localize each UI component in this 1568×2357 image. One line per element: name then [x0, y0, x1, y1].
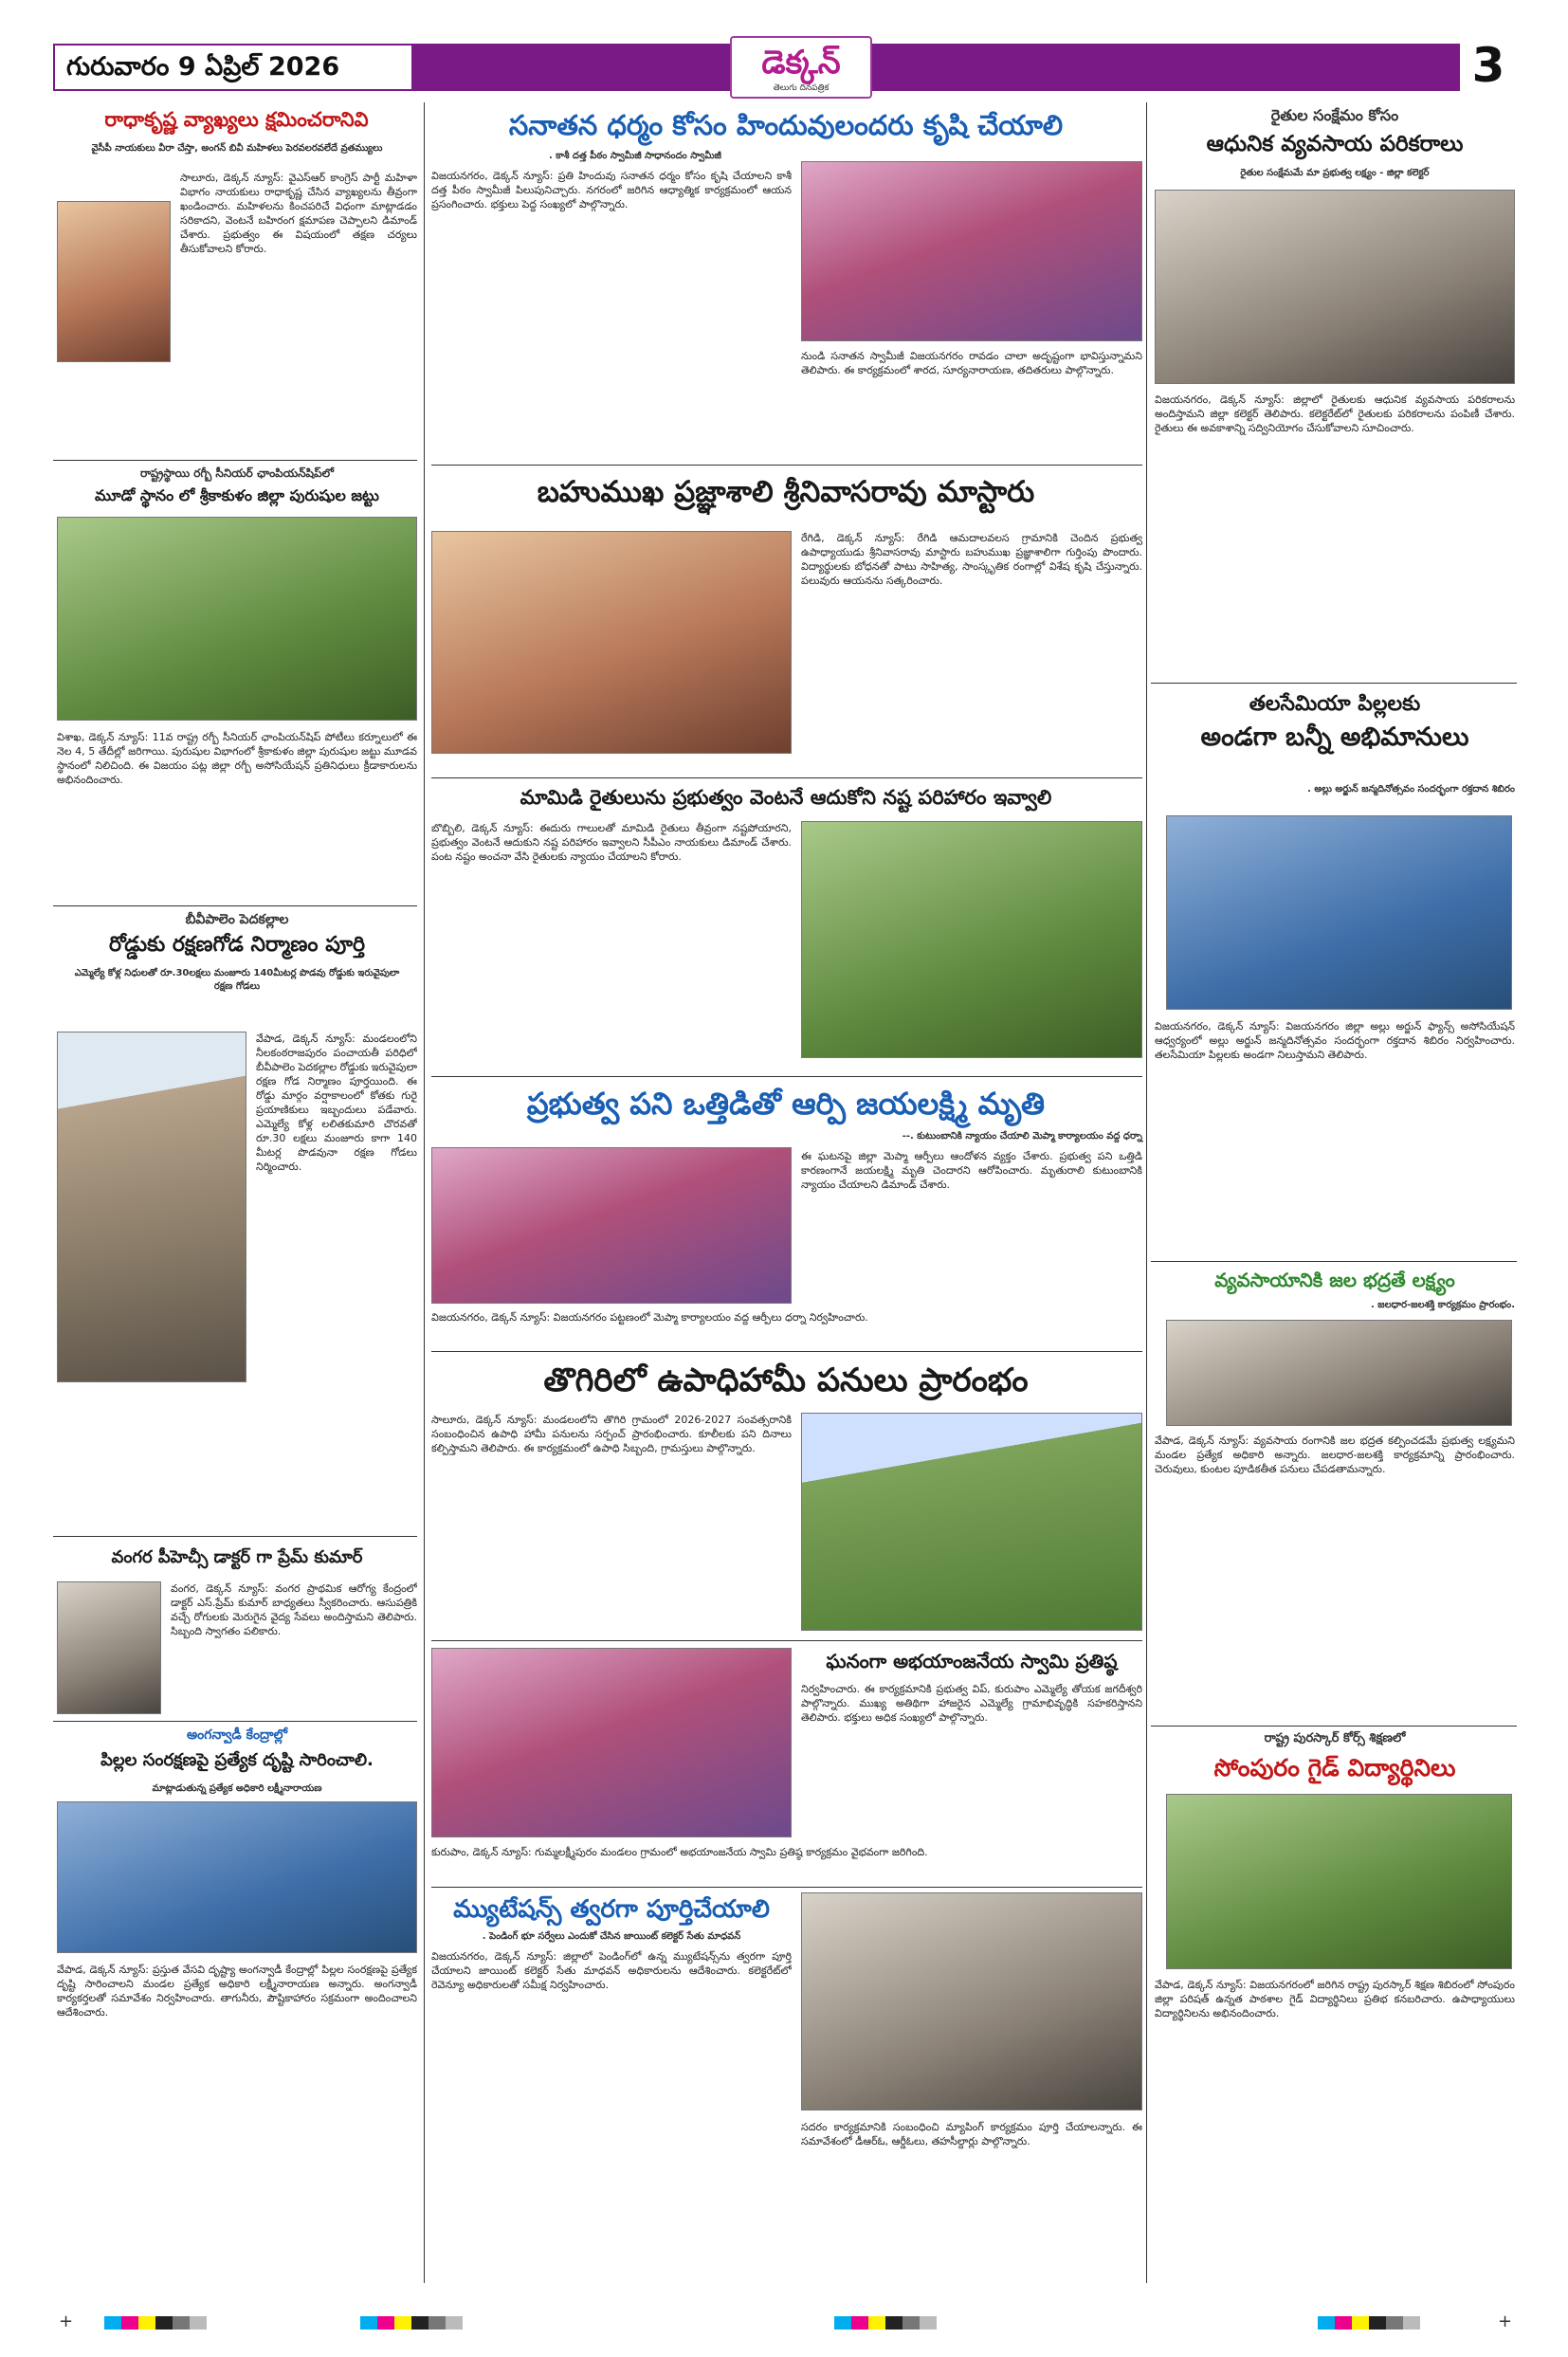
- page-number: 3: [1471, 38, 1505, 93]
- body: విజయనగరం, డెక్కన్ న్యూస్: విజయనగరం జిల్లా అల్లు అర్జున్ ఫ్యాన్స్ అసోసియేషన్ ఆధ్వర్యంలో అల్లు అర్జున్ జన్మదినోత్సవం సందర్భంగా రక్తదాన శిబిరం నిర్వహించారు. తలసేమియా పిల్లలకు అండగా నిలుస్తామని తెలిపారు.: [1155, 1020, 1515, 1061]
- photo-temple-event: [431, 1648, 792, 1837]
- body: ఈ ఘటనపై జిల్లా మెప్మా ఆర్పీలు ఆందోళన వ్యక్తం చేశారు. ప్రభుత్వ పని ఒత్తిడి కారణంగానే జయలక్ష్మి మృతి చెందారని ఆరోపించారు. మృతురాలి కుటుంబానికి న్యాయం చేయాలని డిమాండ్ చేశారు.: [801, 1150, 1142, 1191]
- photo-review-meeting: [801, 1892, 1142, 2110]
- headline: ఆధునిక వ్యవసాయ పరికరాలు: [1206, 132, 1464, 156]
- headline: ఘనంగా అభయాంజనేయ స్వామి ప్రతిష్ఠ: [826, 1650, 1118, 1672]
- photo-equipment-distribution: [1155, 190, 1515, 384]
- subkicker: . అల్లు అర్జున్ జన్మదినోత్సవం సందర్భంగా రక్తదాన శిబిరం: [1307, 784, 1515, 795]
- color-bar-1: [104, 2315, 207, 2329]
- headline: బహుముఖ ప్రజ్ఞాశాలి శ్రీనివాసరావు మాస్టారు: [537, 475, 1035, 509]
- divider: [431, 777, 1142, 778]
- photo-felicitation: [431, 531, 792, 754]
- color-bar-4: [1318, 2315, 1420, 2329]
- photo-water-program: [1166, 1320, 1512, 1426]
- kicker: రాష్ట్రస్థాయి రగ్బీ సీనియర్ ఛాంపియన్‌షిప్‌లో: [139, 466, 334, 480]
- body: సాలూరు, డెక్కన్ న్యూస్: మండలంలోని తొగిరి గ్రామంలో 2026-2027 సంవత్సరానికి సంబంధించిన ఉపాధి హామీ పనులను సర్పంచ్ ప్రారంభించారు. కూలీలకు పని దినాలు కల్పిస్తామని తెలిపారు. ఈ కార్యక్రమంలో ఉపాధి సిబ్బంది, గ్రామస్తులు పాల్గొన్నారు.: [431, 1414, 792, 1454]
- color-bar-3: [834, 2315, 937, 2329]
- photo-protest: [431, 1147, 792, 1304]
- photo-doctor: [57, 1581, 161, 1714]
- subkicker: ఎమ్మెల్యే కోళ్ల నిధులతో రూ.30లక్షలు మంజూరు 140మీటర్ల పొడవు రోడ్డుకు ఇరువైపులా రక్షణ గోడలు: [74, 968, 400, 992]
- body: రేగిడి, డెక్కన్ న్యూస్: రేగిడి ఆమదాలవలస గ్రామానికి చెందిన ప్రభుత్వ ఉపాధ్యాయుడు శ్రీనివాసరావు మాస్టారు బహుముఖ ప్రజ్ఞాశాలిగా గుర్తింపు పొందారు. విద్యార్థులకు బోధనతో పాటు సాహిత్య, సాంస్కృతిక రంగాల్లో విశేష కృషి చేస్తున్నారు. పలువురు ఆయనను సత్కరించారు.: [801, 532, 1142, 587]
- headline: ప్రభుత్వ పని ఒత్తిడితో ఆర్పి జయలక్ష్మి మృతి: [526, 1086, 1046, 1122]
- crop-mark-left: +: [59, 2311, 74, 2331]
- kicker: --. కుటుంబానికి న్యాయం చేయాలి మెప్మా కార్యాలయం వద్ద ధర్నా: [902, 1131, 1142, 1142]
- divider: [1151, 1261, 1517, 1262]
- body: విజయనగరం, డెక్కన్ న్యూస్: ప్రతి హిందువు సనాతన ధర్మం కోసం కృషి చేయాలని కాశీ దత్త పీఠం స్వామీజీ పిలుపునిచ్చారు. నగరంలో జరిగిన ఆధ్యాత్మిక కార్యక్రమంలో ఆయన ప్రసంగించారు. భక్తులు పెద్ద సంఖ్యలో పాల్గొన్నారు.: [431, 170, 792, 210]
- body-right: సదరం కార్యక్రమానికి సంబంధించి మ్యాపింగ్ కార్యక్రమం పూర్తి చేయాలన్నారు. ఈ సమావేశంలో డీఆర్ఓ, ఆర్డీఓలు, తహసీల్దార్లు పాల్గొన్నారు.: [801, 2121, 1142, 2147]
- column-rule-right: [1146, 102, 1147, 2283]
- headline: రాధాకృష్ణ వ్యాఖ్యలు క్షమించరానివి: [104, 108, 369, 131]
- divider: [431, 1076, 1142, 1077]
- body: సాలూరు, డెక్కన్ న్యూస్: వైఎస్ఆర్ కాంగ్రెస్ పార్టీ మహిళా విభాగం నాయకులు రాధాకృష్ణ చేసిన వ్యాఖ్యలను తీవ్రంగా ఖండించారు. మహిళలను కించపరిచే విధంగా మాట్లాడడం సరికాదని, వెంటనే బహిరంగ క్షమాపణ చెప్పాలని డిమాండ్ చేశారు. ప్రభుత్వం ఈ విషయంలో తక్షణ చర్యలు తీసుకోవాలని కోరారు.: [180, 172, 417, 255]
- headline: అండగా బన్నీ అభిమానులు: [1200, 722, 1469, 752]
- color-bar-2: [360, 2315, 463, 2329]
- divider: [431, 465, 1142, 466]
- subkicker: రైతుల సంక్షేమమే మా ప్రభుత్వ లక్ష్యం - జిల్లా కలెక్టర్: [1240, 168, 1430, 178]
- headline: మూడో స్థానం లో శ్రీకాకుళం జిల్లా పురుషుల జట్టు: [95, 486, 379, 504]
- caption: కురుపాం, డెక్కన్ న్యూస్: గుమ్మలక్ష్మీపురం మండలం గ్రామంలో అభయాంజనేయ స్వామి ప్రతిష్ఠ కార్యక్రమం వైభవంగా జరిగింది.: [431, 1846, 928, 1858]
- headline: వంగర పీహెచ్సీ డాక్టర్ గా ప్రేమ్ కుమార్: [111, 1547, 363, 1567]
- kicker: రైతుల సంక్షేమం కోసం: [1270, 106, 1399, 124]
- photo-meeting: [57, 1801, 417, 1953]
- divider: [431, 1351, 1142, 1352]
- photo-blood-donation: [1166, 815, 1512, 1010]
- photo-caption: మాట్లాడుతున్న ప్రత్యేక అధికారి లక్ష్మీనారాయణ: [152, 1783, 322, 1794]
- kicker: రాష్ట్ర పురస్కార్ కోర్స్ శిక్షణలో: [1264, 1731, 1406, 1745]
- photo-swamiji: [801, 161, 1142, 341]
- kicker: వైసీపీ నాయకులు వీరా చేస్తా, అంగన్ బివీ మహిళలు పెరవలరవలేదే వ్రతమ్యులు: [91, 143, 383, 154]
- body: వేపాడ, డెక్కన్ న్యూస్: ప్రస్తుత వేసవి దృష్ట్యా అంగన్వాడీ కేంద్రాల్లో పిల్లల సంరక్షణపై ప్రత్యేక దృష్టి సారించాలని మండల ప్రత్యేక అధికారి లక్ష్మీనారాయణ అన్నారు. అంగన్వాడీ కార్యకర్తలతో సమావేశం నిర్వహించారు. తాగునీరు, పౌష్టికాహారం సక్రమంగా అందించాలని ఆదేశించారు.: [57, 1964, 417, 2019]
- caption: విజయనగరం, డెక్కన్ న్యూస్: విజయనగరం పట్టణంలో మెప్మా కార్యాలయం వద్ద ఆర్పీలు ధర్నా నిర్వహించారు.: [431, 1311, 868, 1324]
- headline: సోంపురం గైడ్ విద్యార్థినిలు: [1213, 1754, 1456, 1781]
- headline: సనాతన ధర్మం కోసం హిందువులందరు కృషి చేయాలి: [508, 109, 1064, 141]
- headline: మ్యుటేషన్స్ త్వరగా పూర్తిచేయాలి: [453, 1895, 770, 1924]
- body: వేపాడ, డెక్కన్ న్యూస్: మండలంలోని నీలకంఠరాజపురం పంచాయతీ పరిధిలో బీవీపాలెం పెదకల్లాల రోడ్డుకు ఇరువైపులా రక్షణ గోడ నిర్మాణం పూర్తయింది. ఈ రోడ్డు మార్గం వర్షాకాలంలో కోతకు గురై ప్రయాణికులు ఇబ్బందులు పడేవారు. ఎమ్మెల్యే కోళ్ల లలితకుమారి చొరవతో రూ.30 లక్షలు మంజూరు కాగా 140 మీటర్ల పొడవునా రక్షణ గోడలు నిర్మించారు.: [256, 1032, 417, 1173]
- body: వేపాడ, డెక్కన్ న్యూస్: వ్యవసాయ రంగానికి జల భద్రత కల్పించడమే ప్రభుత్వ లక్ష్యమని మండల ప్రత్యేక అధికారి అన్నారు. జలధార-జలశక్తి కార్యక్రమాన్ని ప్రారంభించారు. చెరువులు, కుంటల పూడికతీత పనులు చేపడతామన్నారు.: [1155, 1434, 1515, 1475]
- newspaper-logo: డెక్కన్: [761, 44, 841, 82]
- kicker: . కాశీ దత్త పీఠం స్వామీజీ సాధానందం స్వామీజీ: [549, 151, 721, 161]
- body: విజయనగరం, డెక్కన్ న్యూస్: జిల్లాలో రైతులకు ఆధునిక వ్యవసాయ పరికరాలను అందిస్తామని జిల్లా కలెక్టర్ తెలిపారు. కలెక్టరేట్‌లో రైతులకు పరికరాలను పంపిణీ చేశారు. రైతులు ఈ అవకాశాన్ని సద్వినియోగం చేసుకోవాలని సూచించారు.: [1155, 393, 1515, 434]
- photo-speaker: [57, 201, 171, 362]
- divider: [431, 1640, 1142, 1641]
- photo-rugby-team: [57, 517, 417, 721]
- issue-date: గురువారం 9 ఏప్రిల్ 2026: [66, 52, 340, 82]
- logo-tagline: తెలుగు దినపత్రిక: [773, 83, 830, 93]
- body-right: నుండి సనాతన స్వామీజీ విజయనగరం రావడం చాలా అదృష్టంగా భావిస్తున్నామని తెలిపారు. ఈ కార్యక్రమంలో శారద, సూర్యనారాయణ, తదితరులు పాల్గొన్నారు.: [801, 350, 1142, 376]
- body: విశాఖ, డెక్కన్ న్యూస్: 11వ రాష్ట్ర రగ్బీ సీనియర్ ఛాంపియన్‌షిప్ పోటీలు కర్నూలులో ఈ నెల 4, 5 తేదీల్లో జరిగాయి. పురుషుల విభాగంలో శ్రీకాకుళం జిల్లా పురుషుల జట్టు మూడవ స్థానంలో నిలిచింది. ఈ విజయం పట్ల జిల్లా రగ్బీ అసోసియేషన్ ప్రతినిధులు క్రీడాకారులను అభినందించారు.: [57, 731, 417, 786]
- body: విజయనగరం, డెక్కన్ న్యూస్: జిల్లాలో పెండింగ్‌లో ఉన్న మ్యుటేషన్స్‌ను త్వరగా పూర్తి చేయాలని జాయింట్ కలెక్టర్ సేతు మాధవన్ అధికారులను ఆదేశించారు. కలెక్టరేట్‌లో రెవెన్యూ అధికారులతో సమీక్ష నిర్వహించారు.: [431, 1950, 792, 1991]
- photo-guide-students: [1166, 1794, 1512, 1969]
- photo-nrega-works: [801, 1413, 1142, 1631]
- body: బొబ్బిలి, డెక్కన్ న్యూస్: ఈదురు గాలులతో మామిడి రైతులు తీవ్రంగా నష్టపోయారని, ప్రభుత్వం వెంటనే ఆదుకుని నష్ట పరిహారం ఇవ్వాలని సీపీఎం నాయకులు డిమాండ్ చేశారు. పంట నష్టం అంచనా వేసి రైతులకు న్యాయం చేయాలని కోరారు.: [431, 822, 792, 863]
- kicker: . పెండింగ్ భూ సర్వేలు ఎందుకో చేసిన జాయింట్ కలెక్టర్ సేతు మాధవన్: [482, 1931, 741, 1942]
- headline: పిల్లల సంరక్షణపై ప్రత్యేక దృష్టి సారించాలి.: [100, 1750, 374, 1770]
- divider: [53, 1536, 417, 1537]
- photo-mango-farmers: [801, 821, 1142, 1058]
- headline: వ్యవసాయానికి జల భద్రతే లక్ష్యం: [1214, 1269, 1455, 1291]
- divider: [1151, 1726, 1517, 1727]
- body: వేపాడ, డెక్కన్ న్యూస్: విజయనగరంలో జరిగిన రాష్ట్ర పురస్కార్ శిక్షణ శిబిరంలో సోంపురం జిల్లా పరిషత్ ఉన్నత పాఠశాల గైడ్ విద్యార్థినిలు ప్రతిభ కనబరిచారు. ఉపాధ్యాయులు విద్యార్థినిలను అభినందించారు.: [1155, 1979, 1515, 2019]
- kicker: తలసేమియా పిల్లలకు: [1249, 692, 1421, 716]
- headline: మామిడి రైతులును ప్రభుత్వం వెంటనే ఆదుకోని నష్ట పరిహారం ఇవ్వాలి: [520, 786, 1052, 809]
- headline: రోడ్డుకు రక్షణగోడ నిర్మాణం పూర్తి: [108, 933, 366, 957]
- column-rule-left: [424, 102, 425, 2283]
- kicker: . జలధార-జలశక్తి కార్యక్రమం ప్రారంభం.: [1371, 1300, 1515, 1310]
- kicker: బీవీపాలెం పెదకల్లాల: [185, 912, 289, 927]
- body: నిర్వహించారు. ఈ కార్యక్రమానికి ప్రభుత్వ విప్, కురుపాం ఎమ్మెల్యే తోయక జగదీశ్వరి పాల్గొన్నారు. ముఖ్య అతిథిగా హాజరైన ఎమ్మెల్యే గ్రామాభివృద్ధికి సహకరిస్తానని తెలిపారు. భక్తులు అధిక సంఖ్యలో పాల్గొన్నారు.: [801, 1683, 1142, 1724]
- divider: [53, 1721, 417, 1722]
- crop-mark-right: +: [1498, 2311, 1513, 2331]
- headline: తొగిరిలో ఉపాధిహామీ పనులు ప్రారంభం: [543, 1361, 1029, 1399]
- kicker: అంగన్వాడీ కేంద్రాల్లో: [186, 1727, 288, 1743]
- divider: [53, 905, 417, 906]
- body: వంగర, డెక్కన్ న్యూస్: వంగర ప్రాథమిక ఆరోగ్య కేంద్రంలో డాక్టర్ ఎస్.ప్రేమ్ కుమార్ బాధ్యతలు స్వీకరించారు. ఆసుపత్రికి వచ్చే రోగులకు మెరుగైన వైద్య సేవలు అందిస్తామని తెలిపారు. సిబ్బంది స్వాగతం పలికారు.: [171, 1582, 417, 1637]
- divider: [53, 460, 417, 461]
- divider: [1151, 683, 1517, 684]
- photo-retaining-wall: [57, 1032, 246, 1382]
- divider: [431, 1887, 1142, 1888]
